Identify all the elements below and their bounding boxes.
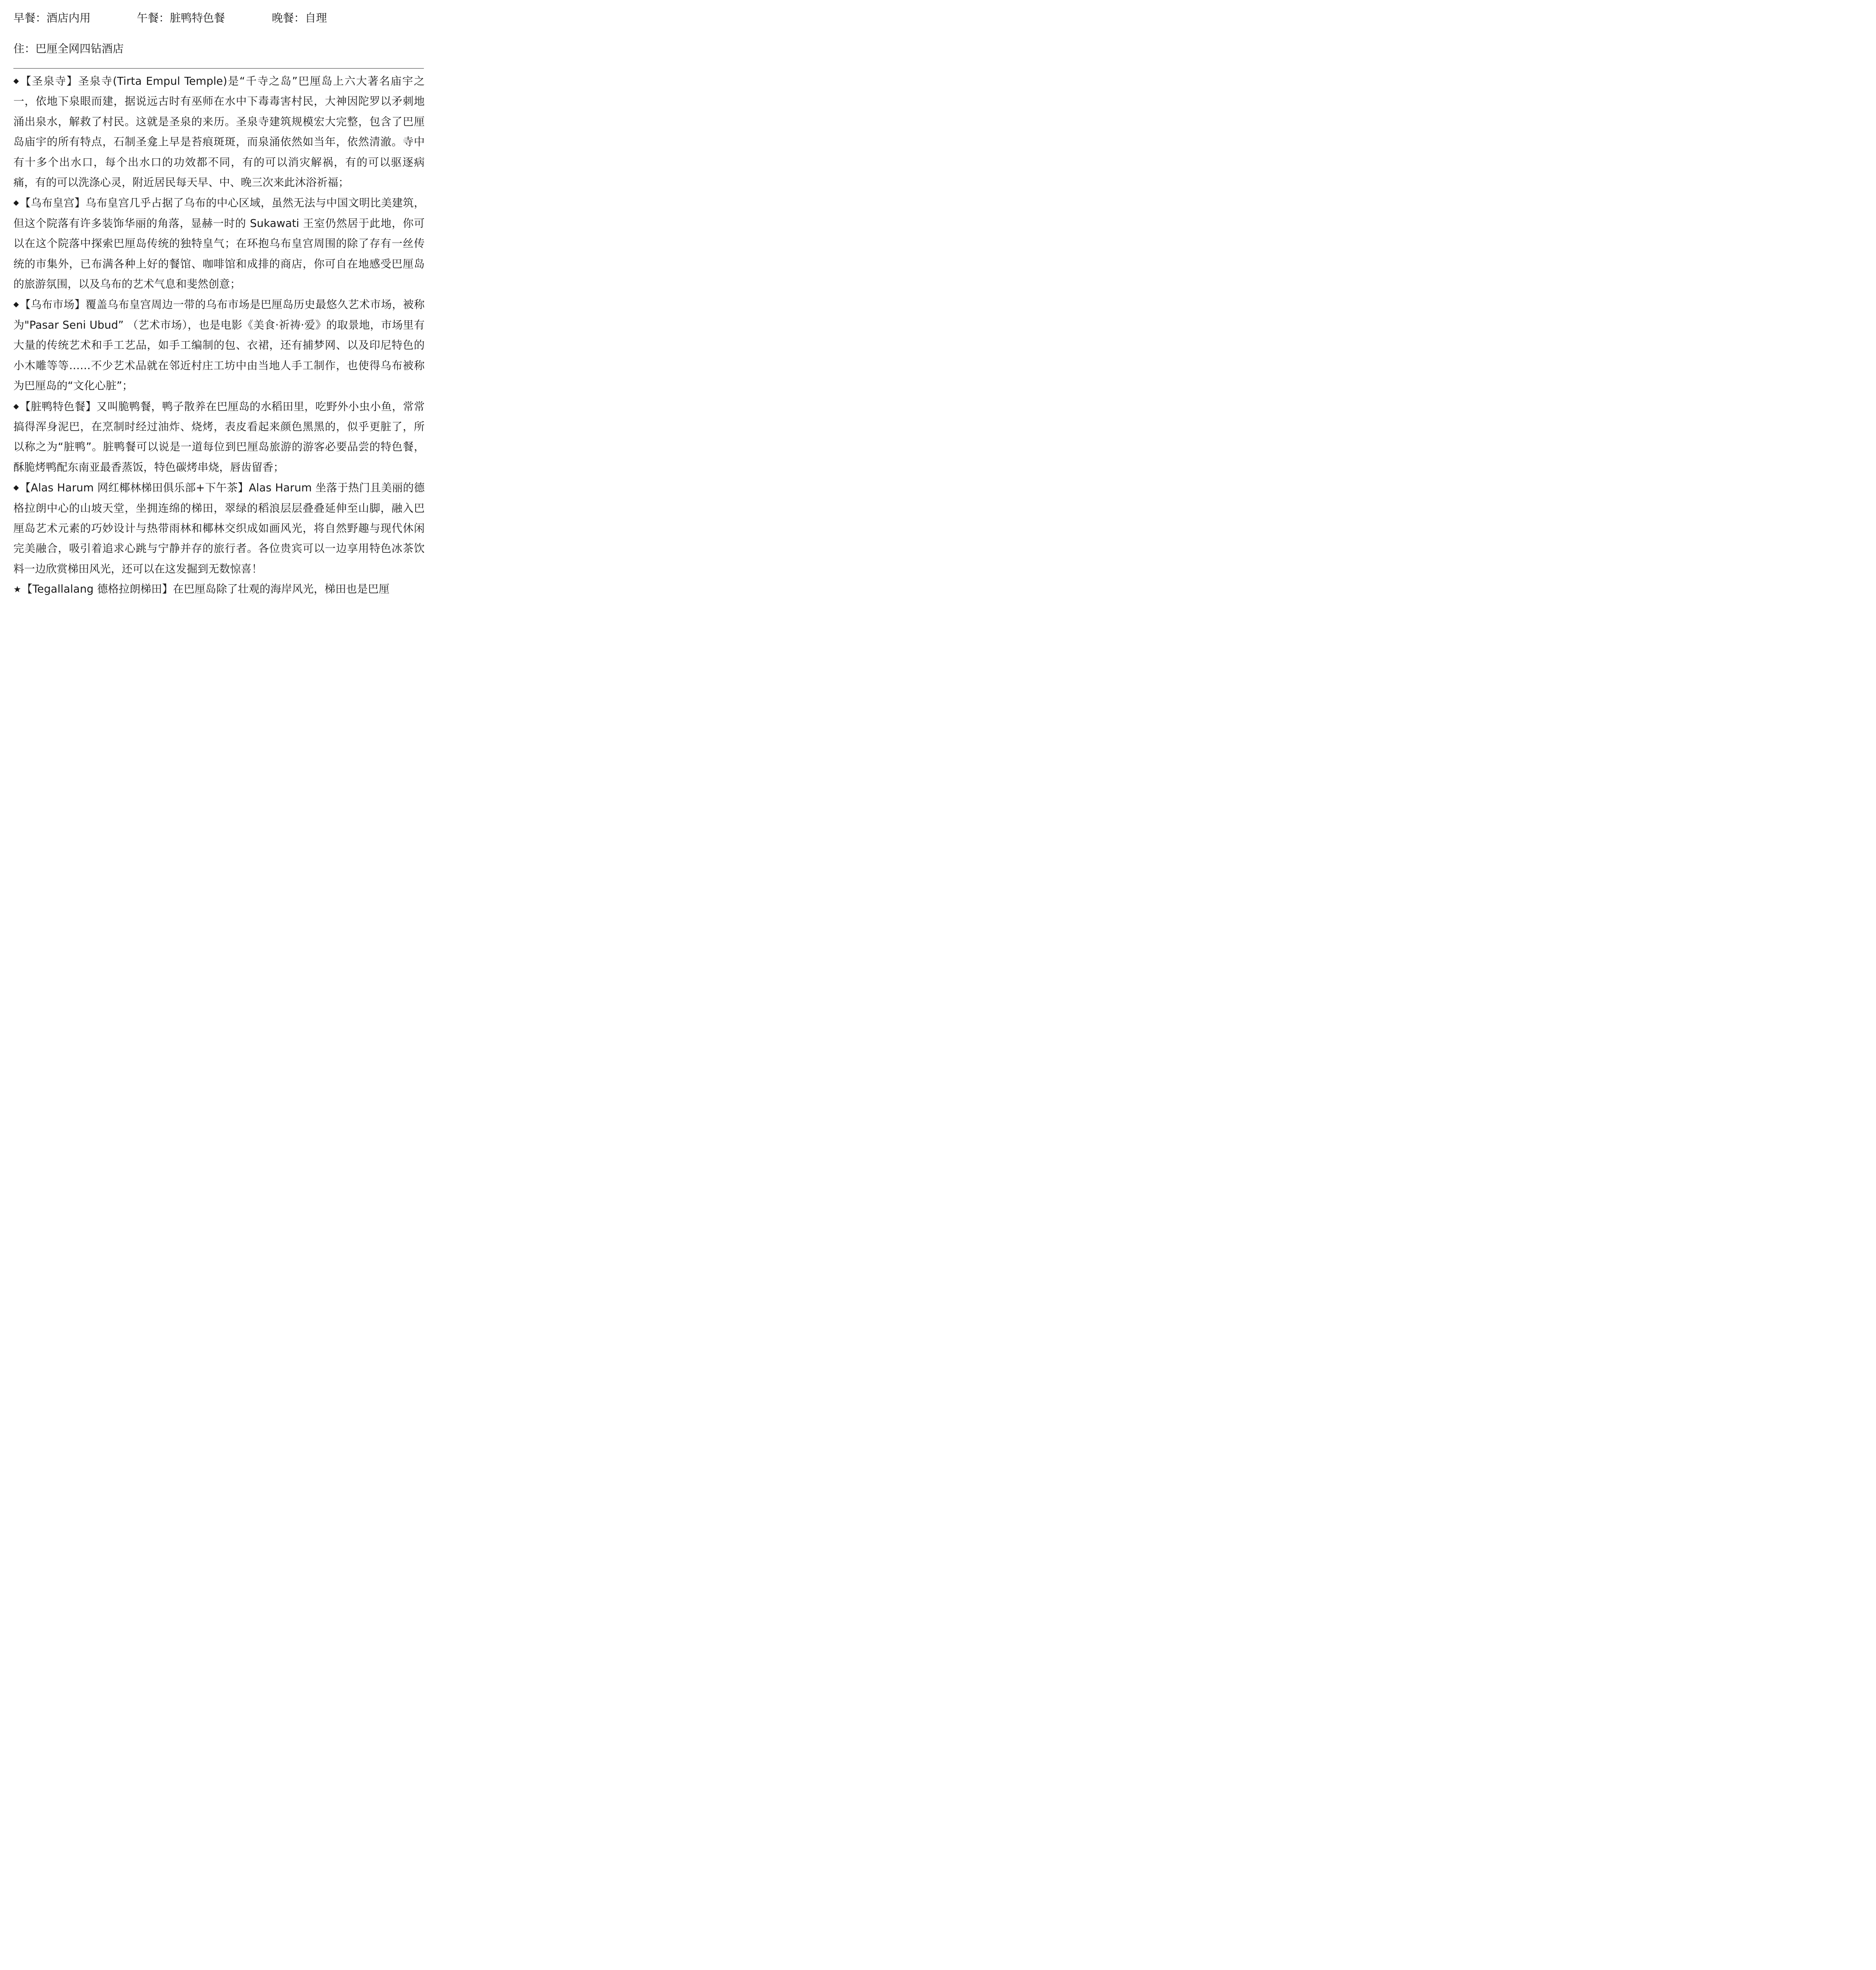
- attraction-description: 在巴厘岛除了壮观的海岸风光，梯田也是巴厘: [173, 583, 390, 596]
- meal-plan-row: [13, 10, 425, 26]
- diamond-bullet-icon: ◆: [13, 199, 19, 207]
- diamond-bullet-icon: ◆: [13, 483, 19, 492]
- attraction-ubud-market: [13, 294, 425, 396]
- star-bullet-icon: ★: [13, 585, 21, 595]
- attraction-ubud-palace: [13, 193, 425, 294]
- attraction-description: 圣泉寺(Tirta Empul Temple)是“千寺之岛”巴厘岛上六大著名庙宇之一，依地下泉眼而建，据说远古时有巫师在水中下毒毒害村民，大神因陀罗以矛刺地涌出泉水，解救了村民。这就是圣泉的来历。圣泉寺建筑规模宏大完整，包含了巴厘岛庙宇的所有特点，石制圣龛上早是苔痕斑斑，而泉涌依然如当年，依然清澈。寺中有十多个出水口，每个出水口的功效都不同，有的可以消灾解祸，有的可以驱逐病痛，有的可以洗涤心灵，附近居民每天早、中、晚三次来此沐浴祈福；: [13, 75, 425, 189]
- attraction-description: 又叫脆鸭餐，鸭子散养在巴厘岛的水稻田里，吃野外小虫小鱼，常常搞得浑身泥巴，在烹制时经过油炸、烧烤，表皮看起来颜色黑黑的，似乎更脏了，所以称之为“脏鸭”。脏鸭餐可以说是一道每位到巴厘岛旅游的游客必要品尝的特色餐，酥脆烤鸭配东南亚最香蒸饭，特色碳烤串烧，唇齿留香；: [13, 400, 425, 474]
- diamond-bullet-icon: ◆: [13, 300, 19, 309]
- breakfast-info: 早餐：酒店内用: [13, 11, 91, 24]
- attraction-heading: 【乌布市场】: [20, 299, 85, 311]
- diamond-bullet-icon: ◆: [13, 77, 20, 85]
- section-divider: [13, 68, 424, 69]
- attraction-alas-harum: [13, 478, 425, 579]
- accommodation-info: 住：巴厘全网四钻酒店: [13, 42, 124, 55]
- attraction-heading: 【脏鸭特色餐】: [20, 400, 97, 413]
- dinner-info: 晚餐：自理: [272, 11, 327, 24]
- attraction-heading: 【乌布皇宫】: [20, 197, 85, 210]
- diamond-bullet-icon: ◆: [13, 402, 19, 411]
- attraction-description: Alas Harum 坐落于热门且美丽的德格拉朗中心的山坡天堂，坐拥连绵的梯田，翠绿的稻浪层层叠叠延伸至山脚，融入巴厘岛艺术元素的巧妙设计与热带雨林和椰林交织成如画风光，将自然野趣与现代休闲完美融合，吸引着追求心跳与宁静并存的旅行者。各位贵宾可以一边享用特色冰茶饮料一边欣赏梯田风光，还可以在这发掘到无数惊喜！: [13, 482, 425, 575]
- lunch-info: 午餐：脏鸭特色餐: [137, 11, 225, 24]
- attraction-list: [13, 71, 425, 600]
- attraction-tirta-empul: [13, 71, 425, 193]
- attraction-tegallalang: [13, 579, 425, 600]
- attraction-heading: 【Tegallalang 德格拉朗梯田】: [21, 583, 173, 596]
- attraction-heading: 【Alas Harum 网红椰林梯田俱乐部+下午茶】: [20, 482, 249, 494]
- attraction-description: 乌布皇宫几乎占据了乌布的中心区域，虽然无法与中国文明比美建筑，但这个院落有许多装饰华丽的角落，显赫一时的 Sukawati 王室仍然居于此地，你可以在这个院落中探索巴厘岛传统的独特皇气；在环抱乌布皇宫周围的除了存有一丝传统的市集外，已布满各种上好的餐馆、咖啡馆和成排的商店，你可自在地感受巴厘岛的旅游氛围，以及乌布的艺术气息和斐然创意；: [13, 197, 425, 291]
- attraction-dirty-duck-meal: [13, 396, 425, 478]
- attraction-heading: 【圣泉寺】: [20, 75, 78, 87]
- attraction-description: 覆盖乌布皇宫周边一带的乌布市场是巴厘岛历史最悠久艺术市场，被称为"Pasar Seni Ubud” （艺术市场），也是电影《美食·祈祷·爱》的取景地，市场里有大量的传统艺术和手工艺品，如手工编制的包、衣裙，还有捕梦网、以及印尼特色的小木雕等等……不少艺术品就在邻近村庄工坊中由当地人手工制作，也使得乌布被称为巴厘岛的“文化心脏”；: [13, 299, 425, 392]
